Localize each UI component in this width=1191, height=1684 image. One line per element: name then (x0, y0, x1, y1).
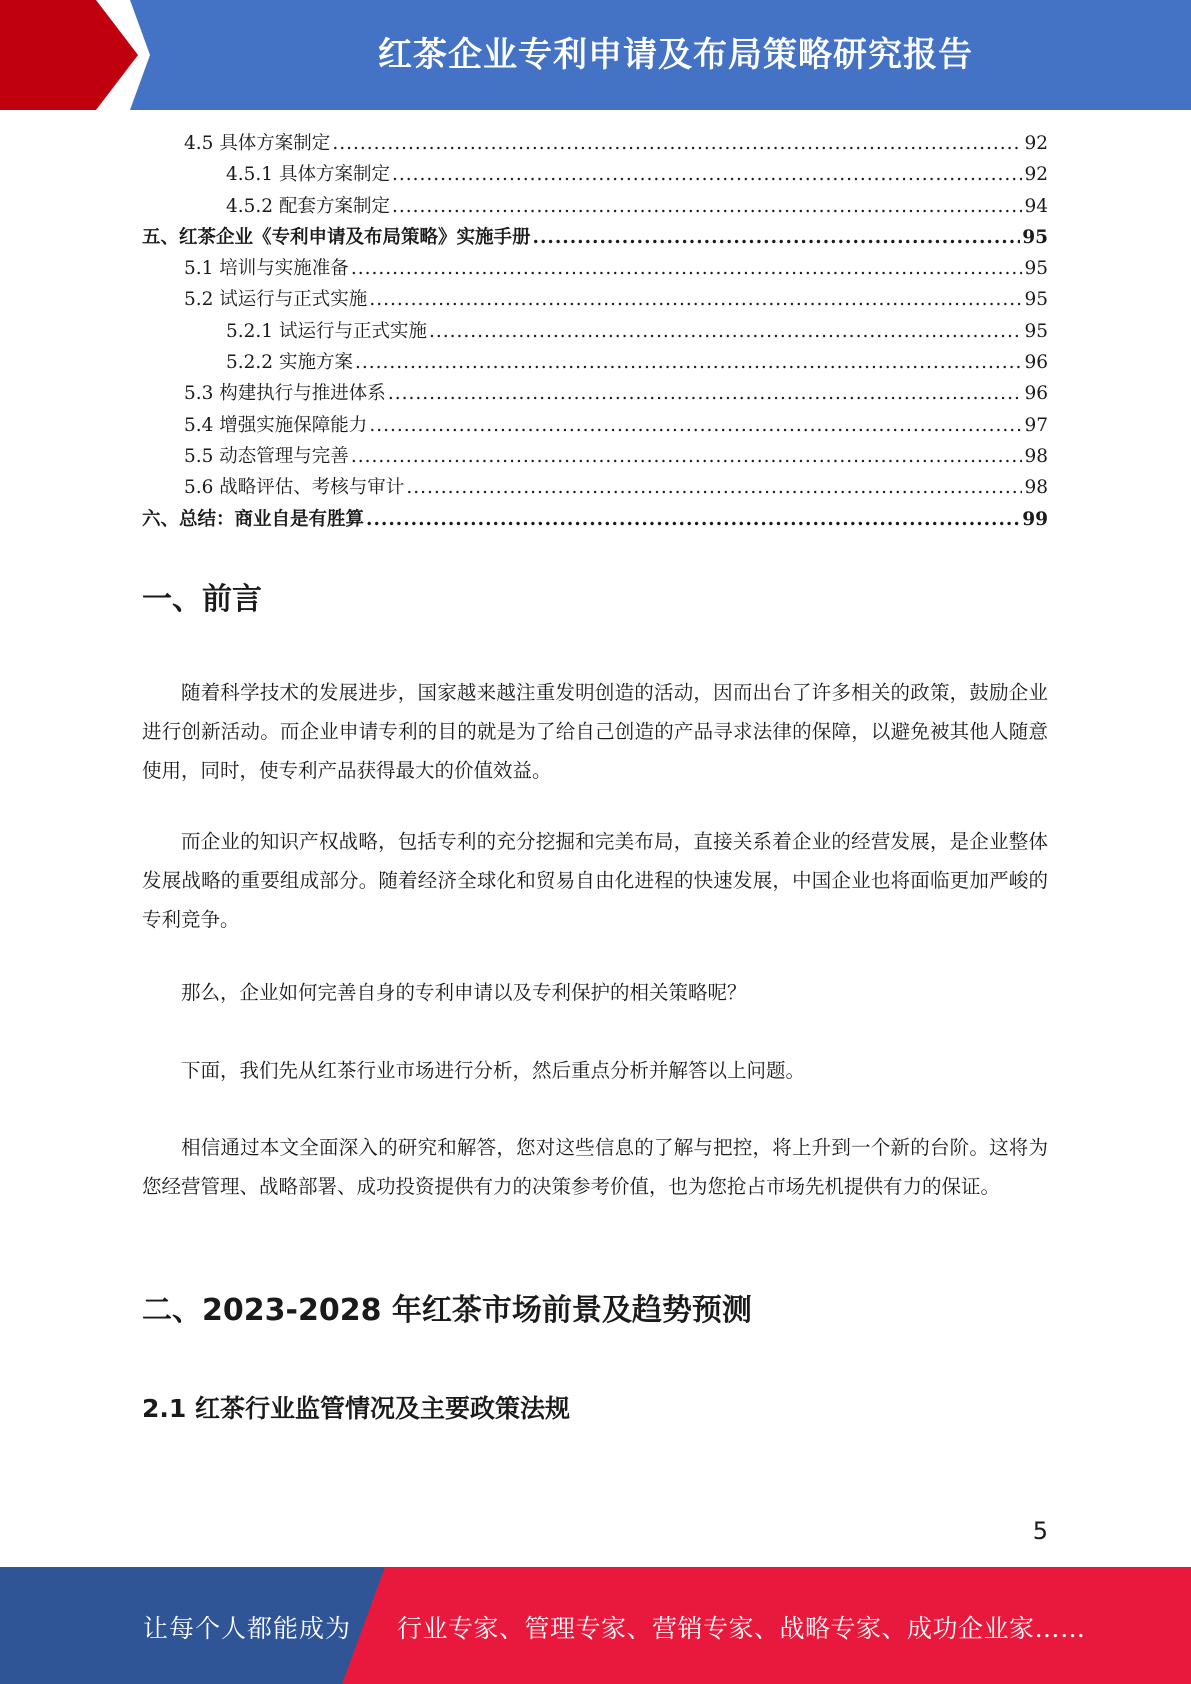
toc-entry[interactable] (142, 128, 1048, 159)
toc-entry-label: 5.2.1 试运行与正式实施 (226, 320, 427, 342)
toc-entry-label: 5.3 构建执行与推进体系 (184, 383, 386, 405)
toc-entry-label: 5.2 试运行与正式实施 (184, 289, 368, 311)
page-header (0, 0, 1191, 110)
toc-leader-dots (392, 159, 1022, 190)
section-heading-preface: 一、前言 (142, 582, 262, 617)
toc-entry-label: 4.5.2 配套方案制定 (226, 195, 390, 217)
toc-entry-label: 4.5 具体方案制定 (184, 133, 331, 154)
toc-entry-page: 95 (1022, 226, 1048, 248)
page-footer (0, 1567, 1191, 1684)
section-heading-market: 二、2023-2028 年红茶市场前景及趋势预测 (142, 1293, 752, 1328)
toc-leader-dots (533, 222, 1021, 253)
toc-entry-page: 98 (1024, 445, 1048, 467)
toc-entry-page: 94 (1024, 195, 1048, 217)
toc-leader-dots (355, 347, 1023, 378)
footer-slogan-left: 让每个人都能成为 (143, 1614, 352, 1643)
footer-slogan-right: 行业专家、管理专家、营销专家、战略专家、成功企业家…… (397, 1614, 1086, 1643)
toc-entry-page: 92 (1024, 133, 1048, 154)
toc-entry[interactable] (142, 441, 1048, 472)
subsection-heading-regulation: 2.1 红茶行业监管情况及主要政策法规 (142, 1394, 570, 1423)
table-of-contents (142, 128, 1048, 535)
paragraph-5: 相信通过本文全面深入的研究和解答，您对这些信息的了解与把控，将上升到一个新的台阶。这将为您经营管理、战略部署、成功投资提供有力的决策参考价值，也为您抢占市场先机提供有力的保证。 (142, 1136, 1048, 1198)
toc-entry[interactable] (142, 191, 1048, 222)
toc-leader-dots (429, 316, 1022, 347)
toc-entry[interactable] (142, 316, 1048, 347)
toc-leader-dots (351, 253, 1023, 284)
toc-entry[interactable] (142, 378, 1048, 409)
toc-entry-page: 95 (1024, 258, 1048, 280)
toc-entry[interactable] (142, 284, 1048, 315)
toc-leader-dots (366, 504, 1020, 535)
paragraph-4: 下面，我们先从红茶行业市场进行分析，然后重点分析并解答以上问题。 (181, 1059, 806, 1082)
toc-entry-label: 5.5 动态管理与完善 (184, 445, 349, 467)
toc-entry-page: 95 (1024, 289, 1048, 311)
toc-entry[interactable] (142, 159, 1048, 190)
toc-entry-page: 95 (1024, 320, 1048, 342)
toc-entry[interactable] (142, 472, 1048, 503)
toc-entry-label: 5.6 战略评估、考核与审计 (184, 477, 405, 499)
toc-entry[interactable] (142, 222, 1048, 253)
toc-entry-page: 96 (1024, 352, 1048, 374)
paragraph-2: 而企业的知识产权战略，包括专利的充分挖掘和完美布局，直接关系着企业的经营发展，是企业整体发展战略的重要组成部分。随着经济全球化和贸易自由化进程的快速发展，中国企业也将面临更加严峻的专利竞争。 (142, 830, 1048, 931)
toc-entry-label: 五、红茶企业《专利申请及布局策略》实施手册 (142, 226, 531, 248)
toc-leader-dots (388, 378, 1023, 409)
toc-leader-dots (406, 472, 1022, 503)
paragraph-1: 随着科学技术的发展进步，国家越来越注重发明创造的活动，因而出台了许多相关的政策，鼓励企业进行创新活动。而企业申请专利的目的就是为了给自己创造的产品寻求法律的保障，以避免被其他人随意使用，同时，使专利产品获得最大的价值效益。 (142, 681, 1048, 782)
paragraph-3: 那么，企业如何完善自身的专利申请以及专利保护的相关策略呢？ (181, 981, 747, 1004)
toc-entry-page: 97 (1024, 414, 1048, 436)
toc-entry[interactable] (142, 410, 1048, 441)
page-number: 5 (1032, 1517, 1048, 1545)
toc-leader-dots (369, 284, 1022, 315)
toc-leader-dots (332, 128, 1022, 159)
toc-leader-dots (351, 441, 1023, 472)
toc-entry[interactable] (142, 253, 1048, 284)
toc-entry-page: 99 (1022, 508, 1048, 530)
toc-leader-dots (392, 191, 1022, 222)
toc-entry-label: 5.1 培训与实施准备 (184, 258, 349, 280)
arrow-chevron-icon (0, 0, 160, 110)
toc-leader-dots (369, 410, 1022, 441)
toc-entry-page: 98 (1024, 477, 1048, 499)
toc-entry[interactable] (142, 504, 1048, 535)
toc-entry-label: 5.4 增强实施保障能力 (184, 414, 368, 436)
report-title: 红茶企业专利申请及布局策略研究报告 (378, 35, 973, 75)
toc-entry-label: 六、总结：商业自是有胜算 (142, 508, 365, 530)
toc-entry-label: 5.2.2 实施方案 (226, 352, 353, 374)
toc-entry-label: 4.5.1 具体方案制定 (226, 164, 390, 186)
toc-entry[interactable] (142, 347, 1048, 378)
toc-entry-page: 96 (1024, 383, 1048, 405)
toc-entry-page: 92 (1024, 164, 1048, 186)
